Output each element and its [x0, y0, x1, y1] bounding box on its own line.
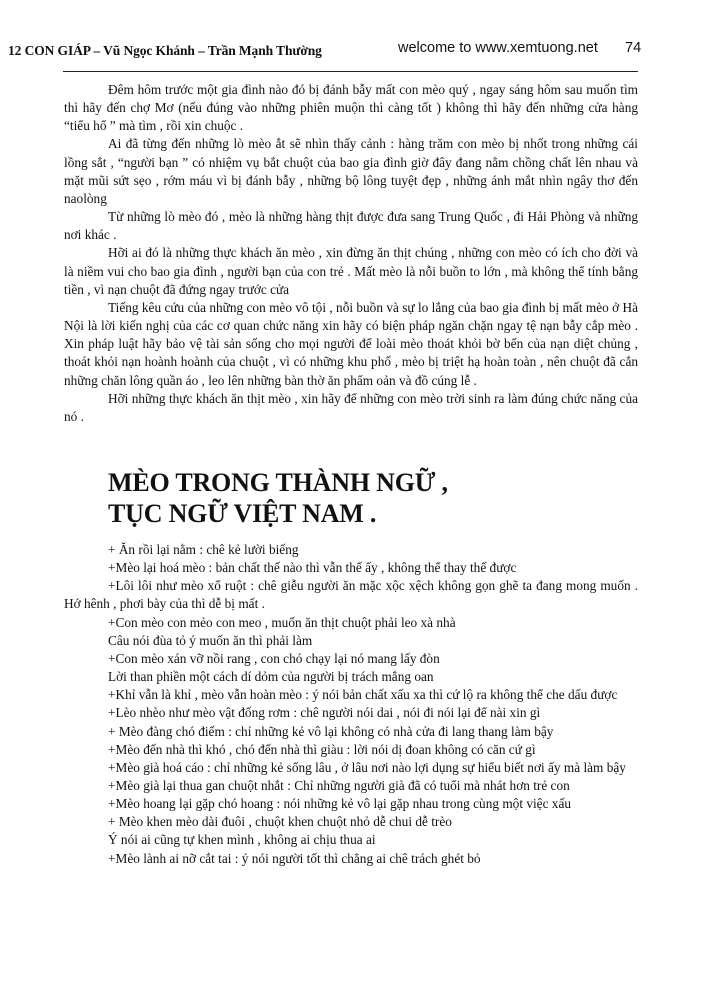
list-item: + Mèo đàng chó điếm : chỉ những kẻ vô lại không có nhà cửa đi lang thang làm bậy	[108, 723, 554, 739]
list-item: +Mèo hoang lại gặp chó hoang : nói những kẻ vô lại gặp nhau trong cùng một việc xấu	[108, 796, 572, 812]
section-title-line: MÈO TRONG THÀNH NGỮ ,	[108, 467, 448, 497]
list-item: +Lèo nhèo như mèo vật đống rơm : chê người nói dai , nói đi nói lại để nài xin gì	[108, 705, 541, 721]
paragraph: Ai đã từng đến những lò mèo ắt sẽ nhìn thấy cảnh : hàng trăm con mèo bị nhốt trong những cái lồng sắt , “người bạn ” có nhiệm vụ bắt chuột của bao gia đình giờ đây đang nằm chồng chất lên nhau và mặt mũi sứt sẹo , rớm máu vì bị đánh bẫy , những bộ lông tuyệt đẹp , những ánh mắt nhìn ngây thơ đến naolòng	[64, 136, 638, 206]
paragraph: Hỡi ai đó là những thực khách ăn mèo , xin đừng ăn thịt chúng , những con mèo có ích cho đời và là niềm vui cho bao gia đình , người bạn của con trẻ . Mất mèo là nỗi buồn to lớn , mà không thể tính bằng tiền , vì nạn chuột đã đứng ngay trước cửa	[64, 245, 638, 297]
website-link[interactable]: welcome to www.xemtuong.net	[398, 40, 598, 56]
header-divider	[63, 71, 638, 72]
page-body	[64, 81, 638, 868]
paragraph: Hỡi những thực khách ăn thịt mèo , xin hãy để những con mèo trời sinh ra làm đúng chức năng của nó .	[64, 390, 638, 424]
list-item: + Ăn rồi lại nằm : chê kẻ lười biếng	[108, 541, 299, 557]
list-item: +Mèo già hoá cáo : chỉ những kẻ sống lâu , ở lâu nơi nào lợi dụng sự hiểu biết nơi ấy mà làm bậy	[108, 759, 626, 775]
list-item: Ý nói ai cũng tự khen mình , không ai chịu thua ai	[108, 832, 376, 848]
list-item: +Mèo già lại thua gan chuột nhắt : Chỉ những người già đã có tuổi mà nhát hơn trẻ con	[108, 778, 570, 793]
book-title: 12 CON GIÁP – Vũ Ngọc Khánh – Trần Mạnh Thường	[8, 43, 322, 58]
list-item: +Con mèo con mẻo con meo , muốn ăn thịt chuột phải leo xà nhà	[108, 614, 456, 630]
page-number: 74	[625, 40, 642, 56]
list-item: Lời than phiền một cách dí dỏm của người bị trách mắng oan	[108, 669, 434, 685]
list-item: Câu nói đùa tỏ ý muốn ăn thì phải làm	[108, 632, 313, 648]
list-item: +Mèo lành ai nỡ cắt tai : ý nói người tốt thì chẳng ai chê trách ghét bỏ	[108, 850, 481, 866]
page-header	[8, 40, 694, 64]
list-item: + Mèo khen mèo dài đuôi , chuột khen chuột nhỏ dễ chui dễ trèo	[108, 814, 452, 830]
sayings-list	[64, 541, 638, 868]
paragraph: Tiếng kêu cứu của những con mèo vô tội , nỗi buồn và sự lo lắng của bao gia đình bị mất mèo ở Hà Nội là lời kiến nghị của các cơ quan chức năng xin hãy có biện pháp ngăn chặn ngay tệ nạn bẫy cắp mèo . Xin pháp luật hãy bảo vệ tài sản sống cho mọi người để loài mèo thoát khỏi bờ bến của nạn diệt chủng , thoát khỏi nạn hoành hoành của chuột , vì có những khu phố , mèo bị triệt hạ hoàn toàn , nên chuột đã cắn những chăn lông quần áo , leo lên những bàn thờ ăn phẩm oản và đồ cúng lễ .	[64, 299, 638, 388]
list-item: +Mèo đến nhà thì khó , chó đến nhà thì giàu : lời nói dị đoan không có căn cứ gì	[108, 741, 536, 757]
list-item: +Mèo lại hoá mèo : bản chất thế nào thì vẫn thế ấy , không thể thay thế được	[108, 560, 517, 576]
list-item: +Con mèo xán vỡ nồi rang , con chó chạy lại nó mang lấy đòn	[108, 650, 440, 666]
paragraph: Đêm hôm trước một gia đình nào đó bị đánh bẫy mất con mèo quý , ngay sáng hôm sau muốn tìm thì hãy đến chợ Mơ (nếu đúng vào những phiên muộn thì càng tốt ) không thì hãy đến những cửa hàng “tiểu hổ ” mà tìm , rồi xin chuộc .	[64, 82, 638, 134]
list-item: +Lôi lôi như mèo xổ ruột : chê giễu người ăn mặc xộc xệch không gọn ghẽ ta đang mong muốn . Hớ hênh , phơi bày của thì dễ bị mất .	[64, 578, 638, 612]
section-title-line: TỤC NGỮ VIỆT NAM .	[108, 498, 377, 528]
paragraph: Từ những lò mèo đó , mèo là những hàng thịt được đưa sang Trung Quốc , đi Hải Phòng và những nơi khác .	[64, 209, 638, 243]
list-item: +Khỉ vẫn là khỉ , mèo vẫn hoàn mèo : ý nói bản chất xấu xa thì cứ lộ ra không thể che dấu được	[108, 687, 618, 703]
section-title	[108, 467, 638, 529]
